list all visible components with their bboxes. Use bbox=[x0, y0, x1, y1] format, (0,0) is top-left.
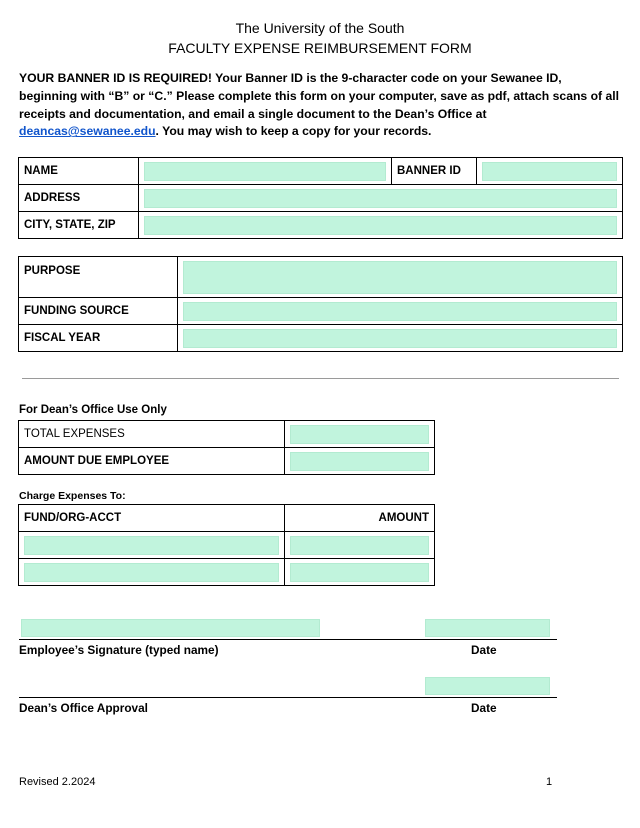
fiscal-year-field[interactable] bbox=[183, 329, 617, 348]
employee-signature-label: Employee’s Signature (typed name) bbox=[19, 643, 219, 657]
purpose-label: PURPOSE bbox=[19, 257, 178, 298]
total-expenses-cell bbox=[285, 421, 435, 448]
amount-due-cell bbox=[285, 448, 435, 475]
amount-due-field[interactable] bbox=[290, 452, 429, 471]
instructions-paragraph bbox=[19, 70, 623, 141]
address-label: ADDRESS bbox=[19, 185, 139, 212]
banner-id-label: BANNER ID bbox=[392, 158, 477, 185]
amount-header: AMOUNT bbox=[285, 505, 435, 532]
banner-id-field[interactable] bbox=[482, 162, 617, 181]
section-divider bbox=[22, 378, 619, 379]
fiscal-year-cell bbox=[178, 325, 623, 352]
name-cell bbox=[139, 158, 392, 185]
approval-signature-line bbox=[19, 697, 557, 698]
charge-expenses-heading: Charge Expenses To: bbox=[19, 490, 126, 502]
instructions-text: YOUR BANNER ID IS REQUIRED! Your Banner ID is the 9-character code on your Sewanee ID, beginning with “B” or “C.” Please complete this form on your computer, save as pdf, attach scans of all receipts and documentation, and email a single document to the Dean’s Office at bbox=[19, 71, 620, 121]
city-state-zip-field[interactable] bbox=[144, 216, 617, 235]
total-expenses-field[interactable] bbox=[290, 425, 429, 444]
charge-expenses-table bbox=[18, 504, 435, 586]
employee-signature-field[interactable] bbox=[21, 619, 320, 637]
amount-field-1[interactable] bbox=[290, 536, 429, 555]
approval-date-label: Date bbox=[471, 701, 497, 715]
fund-cell-1 bbox=[19, 532, 285, 559]
address-field[interactable] bbox=[144, 189, 617, 208]
total-expenses-label: TOTAL EXPENSES bbox=[19, 421, 285, 448]
revision-note: Revised 2.2024 bbox=[19, 776, 96, 788]
institution-title: The University of the South bbox=[235, 20, 405, 36]
employee-date-label: Date bbox=[471, 643, 497, 657]
personal-info-table bbox=[18, 157, 623, 239]
address-cell bbox=[139, 185, 623, 212]
name-field[interactable] bbox=[144, 162, 386, 181]
purpose-cell bbox=[178, 257, 623, 298]
deans-approval-label: Dean’s Office Approval bbox=[19, 701, 148, 715]
purpose-field[interactable] bbox=[183, 261, 617, 294]
funding-source-label: FUNDING SOURCE bbox=[19, 298, 178, 325]
deans-use-table bbox=[18, 420, 435, 475]
amount-cell-1 bbox=[285, 532, 435, 559]
amount-field-2[interactable] bbox=[290, 563, 429, 582]
fund-org-acct-header: FUND/ORG-ACCT bbox=[19, 505, 285, 532]
fund-cell-2 bbox=[19, 559, 285, 586]
funding-source-field[interactable] bbox=[183, 302, 617, 321]
dean-email-link[interactable]: deancas@sewanee.edu bbox=[19, 124, 156, 139]
approval-date-field[interactable] bbox=[425, 677, 550, 695]
funding-source-cell bbox=[178, 298, 623, 325]
purpose-table bbox=[18, 256, 623, 352]
form-title: FACULTY EXPENSE REIMBURSEMENT FORM bbox=[168, 40, 472, 56]
employee-signature-line bbox=[19, 639, 557, 640]
page-number: 1 bbox=[546, 776, 553, 788]
deans-use-heading: For Dean’s Office Use Only bbox=[19, 404, 167, 416]
amount-due-label: AMOUNT DUE EMPLOYEE bbox=[19, 448, 285, 475]
fund-field-1[interactable] bbox=[24, 536, 279, 555]
city-state-zip-cell bbox=[139, 212, 623, 239]
fiscal-year-label: FISCAL YEAR bbox=[19, 325, 178, 352]
fund-field-2[interactable] bbox=[24, 563, 279, 582]
amount-cell-2 bbox=[285, 559, 435, 586]
city-state-zip-label: CITY, STATE, ZIP bbox=[19, 212, 139, 239]
banner-id-cell bbox=[477, 158, 623, 185]
employee-date-field[interactable] bbox=[425, 619, 550, 637]
name-label: NAME bbox=[19, 158, 139, 185]
instructions-text-end: . You may wish to keep a copy for your records. bbox=[155, 124, 432, 139]
